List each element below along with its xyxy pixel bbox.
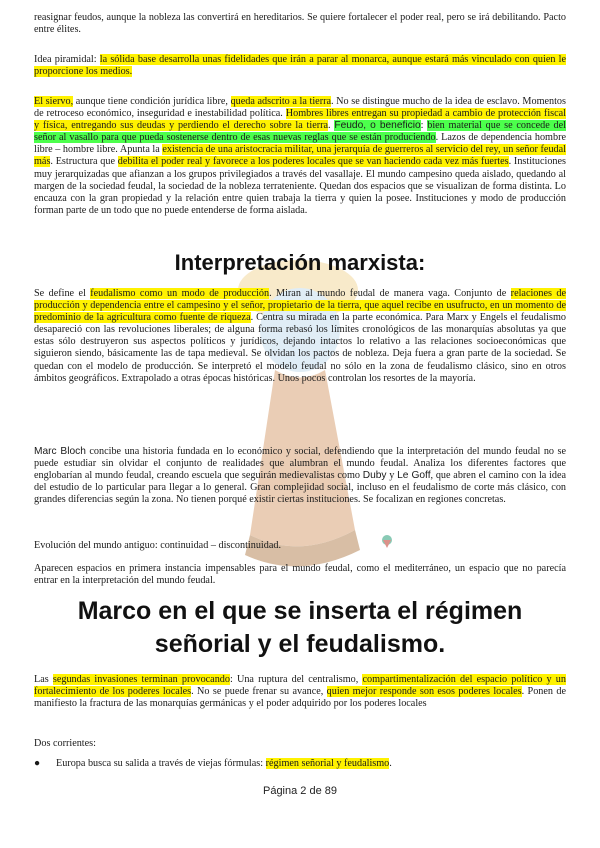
highlighted-text: la sólida base desarrolla unas fidelidades que irán a parar al monarca, aunque estará más vinculado con quien le proporcione los medios.	[34, 54, 566, 78]
text-span: :	[420, 120, 428, 132]
paragraph-feudos	[34, 12, 566, 36]
paragraph-siervo	[34, 96, 566, 217]
text-span: Se define el	[34, 288, 91, 299]
highlighted-text: feudalismo como un modo de producción	[90, 288, 270, 299]
text-span: Idea piramidal:	[34, 54, 100, 65]
highlighted-text: relaciones de producción y dependencia entre el campesino y el señor, propietario de la tierra, que aquel recibe en usufructo, en un momento de predominio de la agricultura como fuente de riqueza	[34, 288, 566, 324]
bullet-text	[56, 758, 392, 770]
page-footer: Página 2 de 89	[262, 785, 337, 797]
highlighted-text: compartimentalización del espacio político y un fortalecimiento de los poderes locales	[34, 674, 566, 698]
paragraph-evolucion: Evolución del mundo antiguo: continuidad – discontinuidad.	[34, 540, 282, 551]
text-span: y	[386, 470, 398, 482]
text-span: . Miran al mundo feudal de manera vaga. Conjunto de	[269, 288, 511, 299]
paragraph-idea-piramidal	[34, 54, 566, 78]
text-span: Las	[34, 674, 53, 685]
author-name: Marc Bloch	[34, 446, 86, 457]
highlighted-text: debilita el poder real y favorece a los poderes locales que se van haciendo cada vez más fuertes	[117, 156, 509, 168]
text-span: : Una ruptura del centralismo,	[229, 674, 363, 685]
bullet-dot-icon: ●	[34, 758, 41, 769]
text-span: concibe una historia fundada en lo económico y social, defendiendo que la interpretación del mundo feudal no se puede estudiar sin olvidar el conjunto de realidades que alumbran el mundo feudal. Analiza los diferentes factores que englobarían al mundo feudal, creando escuela que seguirán medievalistas como	[34, 446, 567, 482]
paragraph-dos-corrientes: Dos corrientes:	[34, 738, 96, 749]
highlighted-text: existencia de una aristocracia militar, una jerarquía de guerreros al servicio del rey, un señor feudal más	[34, 144, 566, 168]
text-span: Europa busca su salida a través de viejas fórmulas:	[56, 758, 266, 769]
highlighted-text: bien material que se concede del señor al vasallo para que pueda sostenerse dentro de esas nuevas reglas que se están produciendo	[34, 120, 566, 144]
heading-marco-line-1: Marco en el que se inserta el régimen	[77, 597, 523, 625]
text-span: . Ponen de manifiesto la fractura de las monarquías germánicas y el poder adquirido por los poderes locales	[34, 686, 566, 710]
text-span: . Instituciones muy jerarquizadas que afianzan a los grupos privilegiados a través del vasallaje. El mundo campesino queda aislado, quedando al margen de la sociedad feudal, la sociedad de la nobleza terrateniente. Quedan dos espacios que se visualizan de forma distinta. Lo encauza con la gran propiedad y la relación entre quien trabaja la tierra y quien la posee. Instituciones y modo de producción forman parte de un todo que no puede entenderse de forma aislada.	[34, 156, 566, 216]
highlighted-text: queda adscrito a la tierra	[230, 96, 331, 107]
text-span: aunque tiene condición jurídica libre,	[73, 96, 231, 107]
text-span: . No se puede frenar su avance,	[191, 686, 327, 698]
text-span: reasignar feudos, aunque la nobleza las convertirá en hereditarios. Se quiere fortalecer el poder real, pero se irá debilitando. Pacto entre élites.	[34, 12, 566, 36]
paragraph-marc-bloch	[34, 446, 566, 506]
highlighted-text: El siervo,	[34, 96, 74, 107]
text-span: . Estructura que	[50, 156, 118, 168]
heading-interpretacion-marxista: Interpretación marxista:	[174, 250, 426, 275]
highlighted-text: segundas invasiones terminan provocando	[52, 674, 230, 685]
text-span: . No se distingue mucho de la idea de esclavo. Momentos de retroceso económico, inseguridad e inestabilidad política.	[34, 96, 566, 120]
highlighted-term: Feudo, o beneficio	[334, 120, 421, 132]
text-span: . Centra su mirada en la parte económica. Para Marx y Engels el feudalismo desapareció con las revoluciones liberales; de alguna forma rebasó los límites cronológicos de las monarquías absolutas ya que estas sólo destruyeron sus aspectos políticos y jurídicos, dejando intactos lo relativo a las relaciones socioeconómicas que siguieron siendo, básicamente las de tapa medieval. Se olvidan los pactos de nobleza. Deja fuera a gran parte de la sociedad. Se quedan con el modelo de producción. Se interpretó el modelo feudal no sólo en la zona de feudalismo clásico, sino en otros ámbitos geográficos. Extrapolado a otras épocas históricas. Unos pocos controlan los resortes de la mayoría.	[34, 312, 566, 384]
paragraph-espacios: Aparecen espacios en primera instancia impensables para el mundo feudal, como el mediterráneo, un espacio que no parecía entrar en la interpretación del mundo feudal.	[34, 563, 566, 587]
text-span: . Lazos de dependencia hombre libre – hombre libre. Apunta la	[34, 132, 566, 156]
heading-marco-line-2: señorial y el feudalismo.	[154, 630, 446, 658]
author-name: Duby	[362, 470, 387, 482]
highlighted-text: régimen señorial y feudalismo	[265, 758, 390, 769]
highlighted-text: quien mejor responde son esos poderes locales	[326, 686, 522, 698]
paragraph-invasiones	[34, 674, 566, 710]
text-span: .	[389, 758, 392, 769]
text-span: .	[328, 120, 335, 132]
author-name: Le Goff	[397, 470, 431, 482]
highlighted-text: Hombres libres entregan su propiedad a cambio de protección fiscal y física, entregando sus deudas y perdiendo el derecho sobre la tierra	[34, 108, 566, 132]
paragraph-marxista	[34, 288, 566, 385]
text-span: , que abren el camino con la idea del estudio de lo particular para llegar a lo general. Gran complejidad social, incluso en el feudalismo de corte más clásico, con grandes diferencias según la zona. No tienen porqué existir ciertas instituciones. Se focalizan en regiones concretas.	[34, 470, 567, 506]
